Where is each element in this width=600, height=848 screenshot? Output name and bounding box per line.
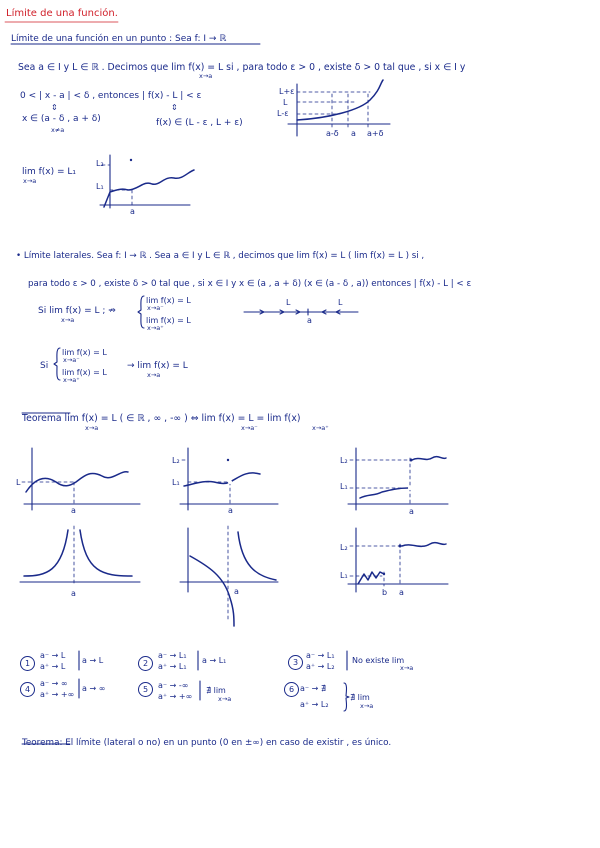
number-line xyxy=(240,300,370,330)
lateral-si1-sub: x→a xyxy=(61,316,75,324)
grid-g1-y: L xyxy=(16,478,21,487)
si2-brace-top-sub: x→a⁻ xyxy=(63,356,80,364)
si2-brace-top: lim f(x) = L xyxy=(62,348,107,357)
case-number: 6 xyxy=(284,682,299,697)
grid-g6-y: L₁ xyxy=(340,571,348,580)
g2-caption-sub: x→a xyxy=(23,177,37,185)
g1-ylabel: L+ε xyxy=(279,87,295,96)
case-number: 5 xyxy=(138,682,153,697)
grid-g1-x: a xyxy=(71,506,76,515)
grid-g6-x: a xyxy=(399,588,404,597)
case-top: a⁻ → L₁ xyxy=(158,651,187,660)
g2-caption: lim f(x) = L₁ xyxy=(22,167,77,177)
definition-line1: Sea a ∈ I y L ∈ ℝ . Decimos que lim f(x) = L si , para todo ε > 0 , existe δ > 0 tal que , si x ∈ I y xyxy=(18,62,466,73)
lateral-line1: • Límite laterales. Sea f: I → ℝ . Sea a ∈ I y L ∈ ℝ , decimos que lim f(x) = L ( lim f(x) = L ) si , xyxy=(16,251,425,261)
case-result: ∄ lim xyxy=(350,693,370,702)
grid-g6-x: b xyxy=(382,588,388,597)
lateral-si2: Si xyxy=(40,361,49,371)
definition-line2: 0 < | x - a | < δ , entonces | f(x) - L | < ε xyxy=(20,91,202,101)
g1-xlabel: a-δ xyxy=(326,129,339,138)
case-number: 4 xyxy=(20,682,35,697)
line-label: L xyxy=(338,298,343,307)
case-bot: a⁺ → L₂ xyxy=(306,662,335,671)
grid-g2-y: L₁ xyxy=(172,478,180,487)
line-label: L xyxy=(286,298,291,307)
si2-result-sub: x→a xyxy=(147,371,161,379)
g2-xlabel: a xyxy=(130,207,135,216)
graph-infinite xyxy=(10,522,150,602)
case-result-sub: x→a xyxy=(218,695,232,703)
case-top: a⁻ → -∞ xyxy=(158,681,189,690)
theorem1: Teorema lim f(x) = L ( ∈ ℝ , ∞ , -∞ ) ⇔ lim f(x) = L = lim f(x) xyxy=(22,413,301,424)
definition-line3a-sub: x≠a xyxy=(51,126,65,134)
lateral-line2: para todo ε > 0 , existe δ > 0 tal que , si x ∈ I y x ∈ (a , a + δ) (x ∈ (a - δ , a)) entonces | f(x) - L | < ε xyxy=(28,279,472,289)
case-top: a⁻ → ∞ xyxy=(40,679,68,688)
theorem1-sub: x→a⁻ xyxy=(241,424,258,432)
g1-ylabel: L xyxy=(283,98,288,107)
definition-lim-sub: x→a xyxy=(199,72,213,80)
grid-g4-x: a xyxy=(71,589,76,598)
si2-brace-bot-sub: x→a⁺ xyxy=(63,376,80,384)
case-top: a⁻ → ∄ xyxy=(300,684,326,693)
theorem2: Teorema: El límite (lateral o no) en un punto (0 en ±∞) en caso de existir , es único. xyxy=(22,738,392,748)
case-result-sub: x→a xyxy=(360,702,374,710)
theorem1-sub: x→a xyxy=(85,424,99,432)
case-bot: a⁺ → +∞ xyxy=(40,690,75,699)
case-result: a → L xyxy=(82,656,104,665)
grid-g3-y: L₂ xyxy=(340,456,348,465)
case-bot: a⁺ → +∞ xyxy=(158,692,193,701)
line-label: a xyxy=(307,316,312,325)
iff-symbol: ⇕ xyxy=(171,103,178,112)
case-result: ∄ lim xyxy=(206,686,226,695)
si2-brace-bot: lim f(x) = L xyxy=(62,368,107,377)
g2-ylabel: L₂ xyxy=(96,159,104,168)
definition-line3b: f(x) ∈ (L - ε , L + ε) xyxy=(156,118,243,128)
grid-g5-x: a xyxy=(234,587,239,596)
lateral-si1: Si lim f(x) = L ; ⇏ xyxy=(38,306,116,316)
si1-brace-bot: lim f(x) = L xyxy=(146,316,191,325)
grid-g6-y: L₂ xyxy=(340,543,348,552)
grid-g3-y: L₁ xyxy=(340,482,348,491)
case-bot: a⁺ → L₂ xyxy=(300,700,329,709)
case-top: a⁻ → L₁ xyxy=(306,651,335,660)
case-bot: a⁺ → L xyxy=(40,662,66,671)
g1-ylabel: L-ε xyxy=(277,109,289,118)
si1-brace-bot-sub: x→a⁺ xyxy=(147,324,164,332)
graph-continuous xyxy=(10,440,150,520)
case-bar xyxy=(197,650,201,672)
definition-heading: Límite de una función en un punto : Sea f: I → ℝ xyxy=(11,34,227,44)
page-title: Límite de una función. xyxy=(6,8,118,19)
case-bar xyxy=(78,678,82,700)
case-number: 3 xyxy=(288,655,303,670)
case-number: 1 xyxy=(20,656,35,671)
grid-g2-y: L₂ xyxy=(172,456,180,465)
g2-ylabel: L₁ xyxy=(96,182,104,191)
case-number: 2 xyxy=(138,656,153,671)
si1-brace-top: lim f(x) = L xyxy=(146,296,191,305)
case-bar xyxy=(78,650,82,672)
definition-line3a: x ∈ (a - δ , a + δ) xyxy=(22,114,101,124)
g1-xlabel: a+δ xyxy=(367,129,384,138)
case-bot: a⁺ → L₁ xyxy=(158,662,187,671)
case-result: No existe lim xyxy=(352,656,405,665)
case-result-sub: x→a xyxy=(400,664,414,672)
iff-symbol: ⇕ xyxy=(51,103,58,112)
si1-brace-top-sub: x→a⁻ xyxy=(147,304,164,312)
si2-result: → lim f(x) = L xyxy=(127,361,188,371)
limit-graph xyxy=(90,150,200,220)
graph-oscillating xyxy=(336,522,456,602)
case-bar xyxy=(199,680,203,702)
grid-g3-x: a xyxy=(409,507,414,516)
g1-xlabel: a xyxy=(351,129,356,138)
case-top: a⁻ → L xyxy=(40,651,66,660)
graph-jump xyxy=(336,440,456,520)
graph-asymptote xyxy=(168,522,288,632)
theorem1-sub: x→a⁺ xyxy=(312,424,329,432)
case-result: a → ∞ xyxy=(82,684,106,693)
case-bar xyxy=(346,650,350,672)
case-bar xyxy=(342,682,350,712)
grid-g2-x: a xyxy=(228,506,233,515)
case-result: a → L₁ xyxy=(202,656,227,665)
